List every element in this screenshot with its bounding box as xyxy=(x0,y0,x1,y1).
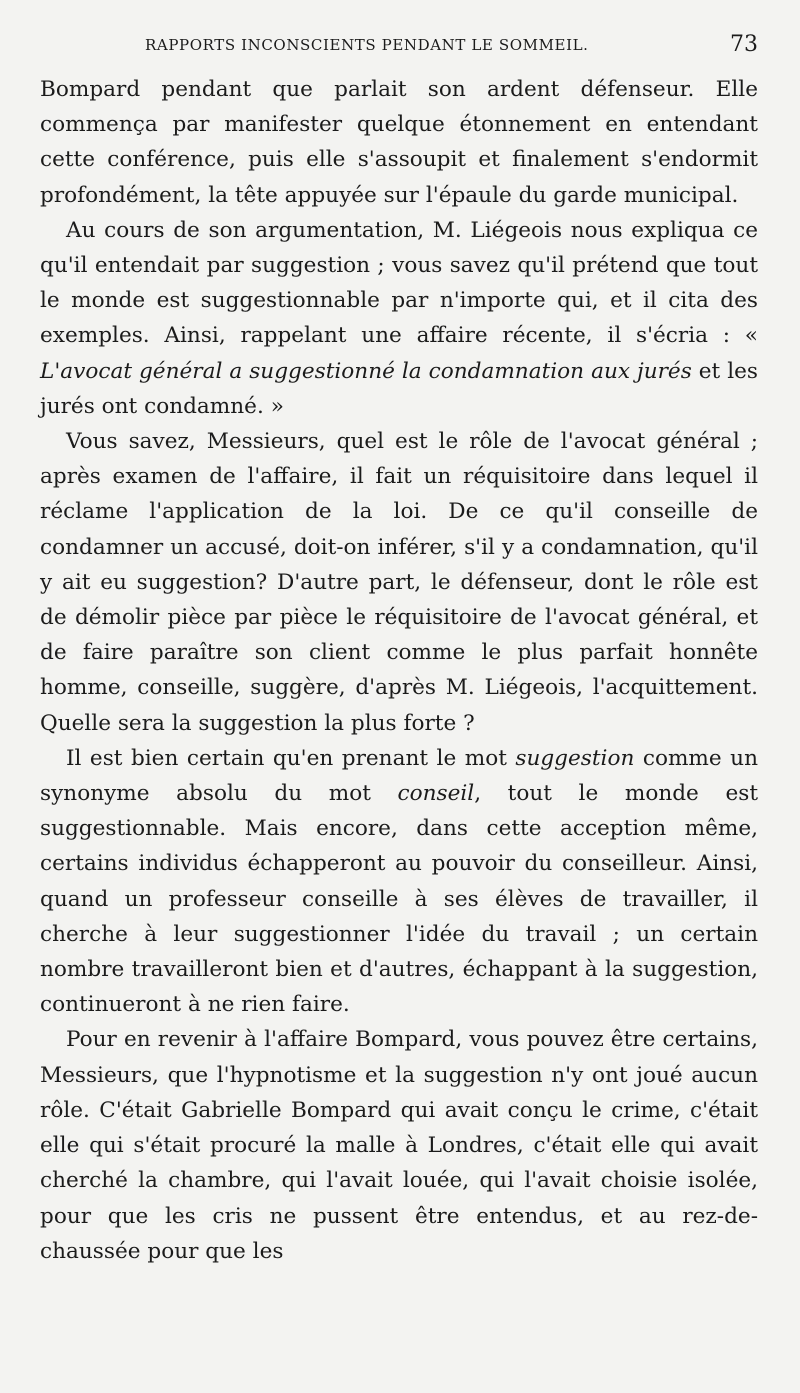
paragraph-4: Il est bien certain qu'en prenant le mot suggestion comme un synonyme absolu du mot conseil, tout le monde est suggestionnable. Mais encore, dans cette acception même, certains individus échapperont au pouvoir du conseilleur. Ainsi, quand un professeur conseille à ses élèves de travailler, il cherche à leur suggestionner l'idée du travail ; un certain nombre travailleront bien et d'autres, échappant à la suggestion, continueront à ne rien faire. xyxy=(40,745,758,1018)
quoted-phrase: L'avocat général a suggestionné la condamnation aux jurés xyxy=(40,358,692,384)
page-number: 73 xyxy=(730,32,758,57)
italic-word-conseil: conseil xyxy=(397,781,475,807)
running-head: RAPPORTS INCONSCIENTS PENDANT LE SOMMEIL. xyxy=(145,36,589,54)
paragraph-2: Au cours de son argumentation, M. Liégeois nous expliqua ce qu'il entendait par suggestion ; vous savez qu'il prétend que tout le monde est suggestionnable par n'importe qui, et il cita des exemples. Ainsi, rappelant une affaire récente, il s'écria : « L'avocat général a suggestionné la condamnation aux jurés et les jurés ont condamné. » xyxy=(40,217,758,419)
italic-word-suggestion: suggestion xyxy=(515,745,635,771)
body-text xyxy=(40,72,758,1269)
paragraph-3: Vous savez, Messieurs, quel est le rôle de l'avocat général ; après examen de l'affaire, il fait un réquisitoire dans lequel il réclame l'application de la loi. De ce qu'il conseille de condamner un accusé, doit-on inférer, s'il y a condamnation, qu'il y ait eu suggestion? D'autre part, le défenseur, dont le rôle est de démolir pièce par pièce le réquisitoire de l'avocat général, et de faire paraître son client comme le plus parfait honnête homme, conseille, suggère, d'après M. Liégeois, l'acquittement. Quelle sera la suggestion la plus forte ? xyxy=(40,429,758,736)
paragraph-5: Pour en revenir à l'affaire Bompard, vous pouvez être certains, Messieurs, que l'hypnotisme et la suggestion n'y ont joué aucun rôle. C'était Gabrielle Bompard qui avait conçu le crime, c'était elle qui s'était procuré la malle à Londres, c'était elle qui avait cherché la chambre, qui l'avait louée, qui l'avait choisie isolée, pour que les cris ne pussent être entendus, et au rez-de-chaussée pour que les xyxy=(40,1027,758,1264)
paragraph-1: Bompard pendant que parlait son ardent défenseur. Elle commença par manifester quelque étonnement en entendant cette conférence, puis elle s'assoupit et finalement s'endormit profondément, la tête appuyée sur l'épaule du garde municipal. xyxy=(40,77,758,208)
page-header xyxy=(40,30,758,72)
